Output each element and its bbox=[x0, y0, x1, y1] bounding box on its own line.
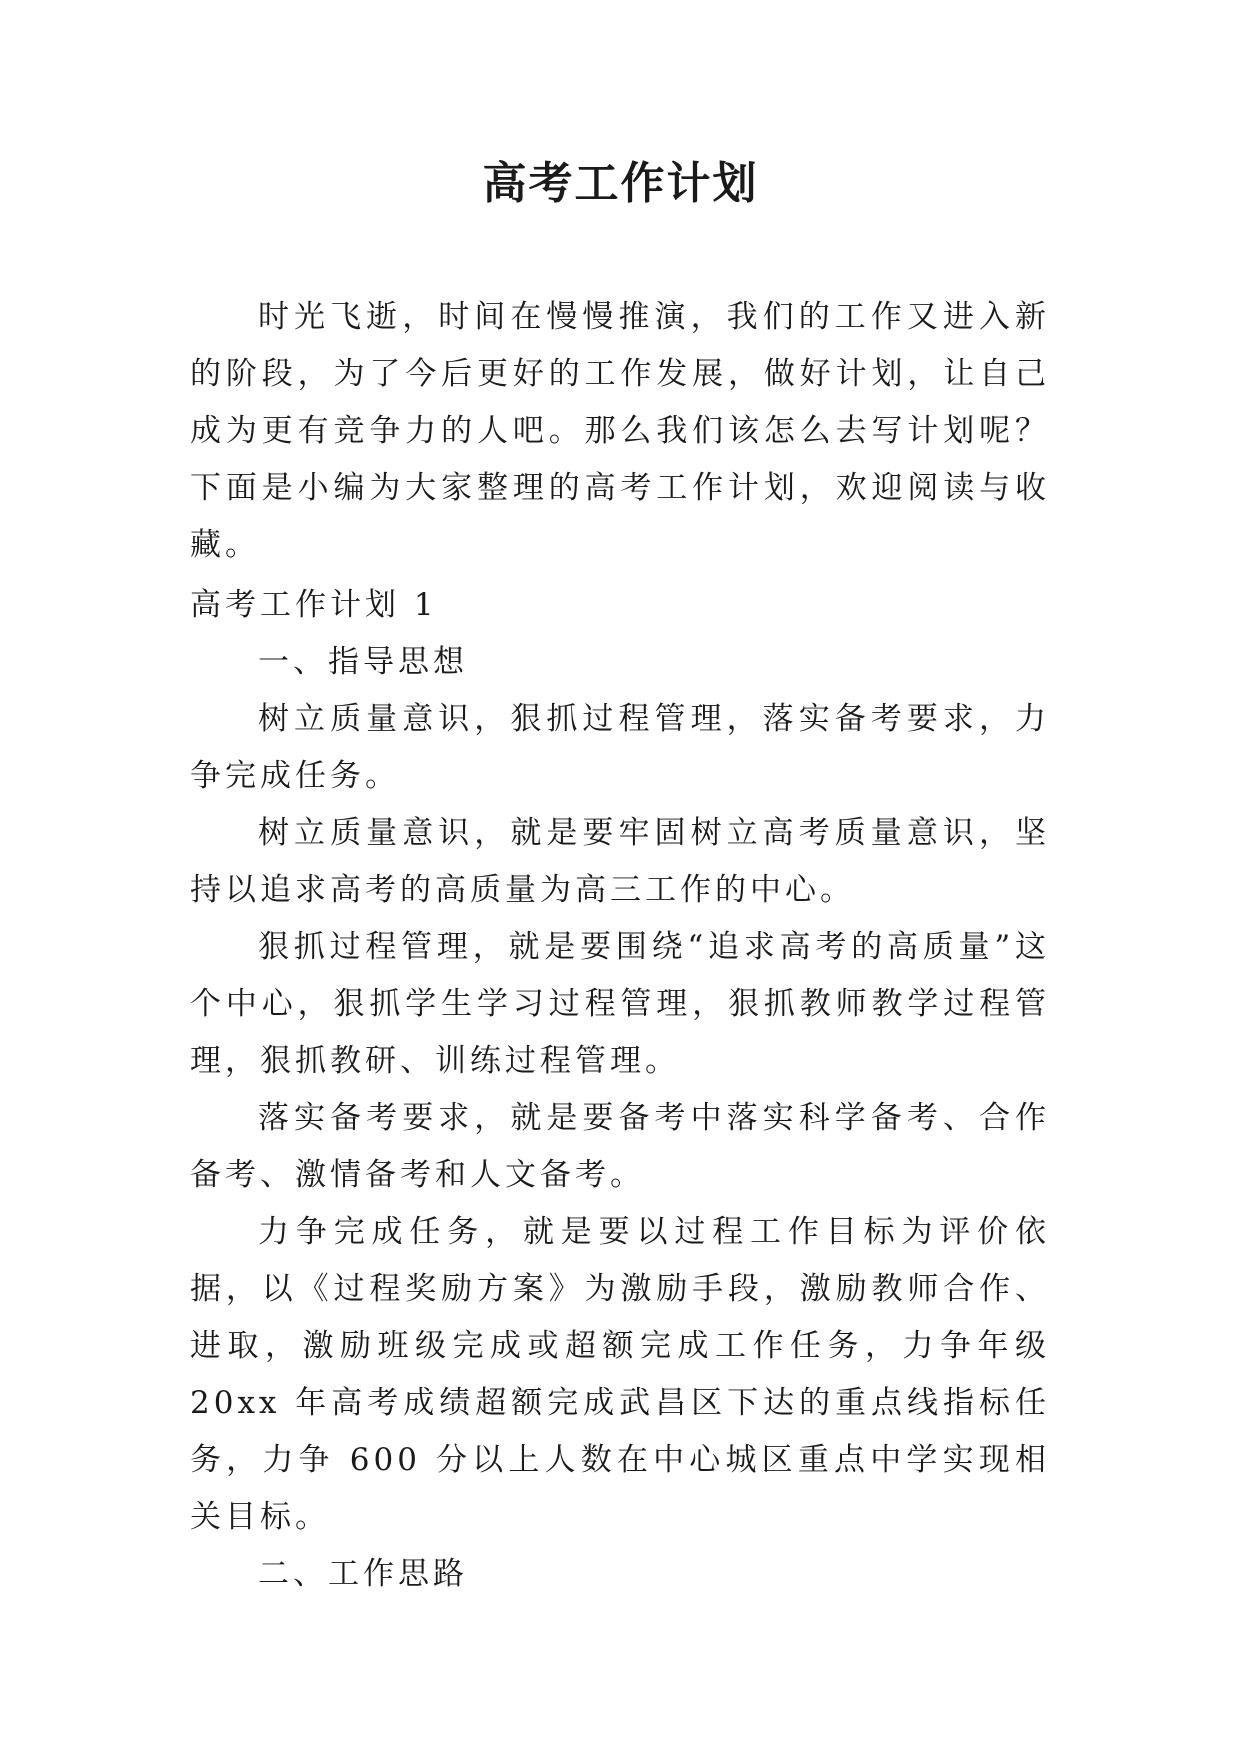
intro-paragraph: 时光飞逝，时间在慢慢推演，我们的工作又进入新的阶段，为了今后更好的工作发展，做好计划，让自己成为更有竞争力的人吧。那么我们该怎么去写计划呢？下面是小编为大家整理的高考工作计划，欢迎阅读与收藏。 bbox=[190, 299, 1050, 563]
document-body bbox=[190, 577, 1050, 1603]
body-paragraph: 树立质量意识，狠抓过程管理，落实备考要求，力争完成任务。 bbox=[190, 701, 1050, 794]
body-paragraph: 狠抓过程管理，就是要围绕“追求高考的高质量”这个中心，狠抓学生学习过程管理，狠抓教师教学过程管理，狠抓教研、训练过程管理。 bbox=[190, 929, 1050, 1079]
body-paragraph: 力争完成任务，就是要以过程工作目标为评价依据，以《过程奖励方案》为激励手段，激励教师合作、进取，激励班级完成或超额完成工作任务，力争年级 20xx 年高考成绩超额完成武昌区下达的重点线指标任务，力争 600 分以上人数在中心城区重点中学实现相关目标。 bbox=[190, 1214, 1050, 1535]
heading-work-approach: 二、工作思路 bbox=[258, 1556, 468, 1592]
section-heading: 高考工作计划 1 bbox=[190, 587, 438, 623]
heading-guiding-ideology: 一、指导思想 bbox=[258, 644, 468, 680]
body-paragraph: 落实备考要求，就是要备考中落实科学备考、合作备考、激情备考和人文备考。 bbox=[190, 1100, 1050, 1193]
document-title: 高考工作计划 bbox=[482, 158, 759, 209]
body-paragraph: 树立质量意识，就是要牢固树立高考质量意识，坚持以追求高考的高质量为高三工作的中心。 bbox=[190, 815, 1050, 908]
